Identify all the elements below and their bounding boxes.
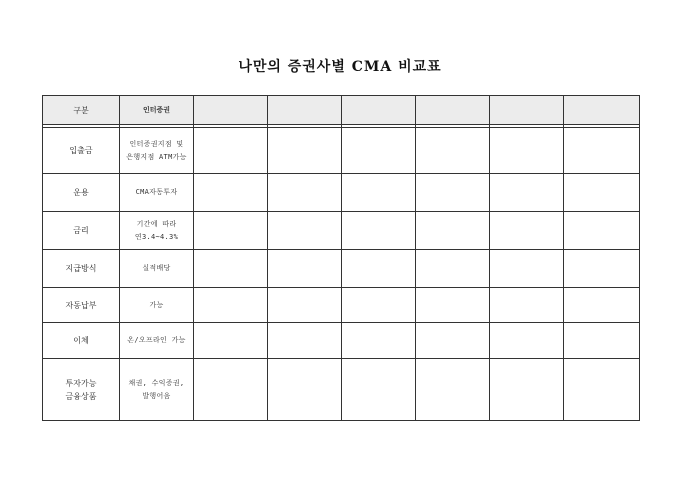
page-title: 나만의 증권사별 CMA 비교표 [238, 59, 442, 75]
table-row [43, 174, 640, 212]
row-value-cell: 온/오프라인 가능 [120, 323, 194, 359]
table-row [43, 359, 640, 421]
table-row [43, 323, 640, 359]
row-value-cell: 채권, 수익증권, 발행어음 [120, 359, 194, 421]
header-company-cell [120, 96, 194, 125]
header-empty-cell [564, 96, 640, 125]
header-empty-cell [194, 96, 268, 125]
header-empty-cell [416, 96, 490, 125]
row-label-cell: 이체 [43, 323, 120, 359]
row-value-cell: 기간에 따라 연3.4~4.3% [120, 212, 194, 250]
row-label-cell: 운용 [43, 174, 120, 212]
table-row [43, 212, 640, 250]
row-value-cell: 실적배당 [120, 250, 194, 288]
comparison-table [42, 95, 640, 421]
row-value-cell: CMA자동투자 [120, 174, 194, 212]
row-value-cell: 가능 [120, 288, 194, 323]
row-label-cell: 자동납부 [43, 288, 120, 323]
header-label: 구분 [73, 105, 89, 115]
table-row [43, 128, 640, 174]
header-empty-cell [268, 96, 342, 125]
table-row [43, 250, 640, 288]
row-value-cell: 인터증권지점 및 은행지점 ATM가능 [120, 128, 194, 174]
header-company: 인터증권 [142, 106, 171, 114]
header-empty-cell [342, 96, 416, 125]
row-label-cell: 지급방식 [43, 250, 120, 288]
header-label-cell [43, 96, 120, 125]
row-label-cell: 투자가능 금융상품 [43, 359, 120, 421]
header-empty-cell [490, 96, 564, 125]
table-header-row [43, 96, 640, 125]
row-label-cell: 입출금 [43, 128, 120, 174]
row-label-cell: 금리 [43, 212, 120, 250]
table-row [43, 288, 640, 323]
